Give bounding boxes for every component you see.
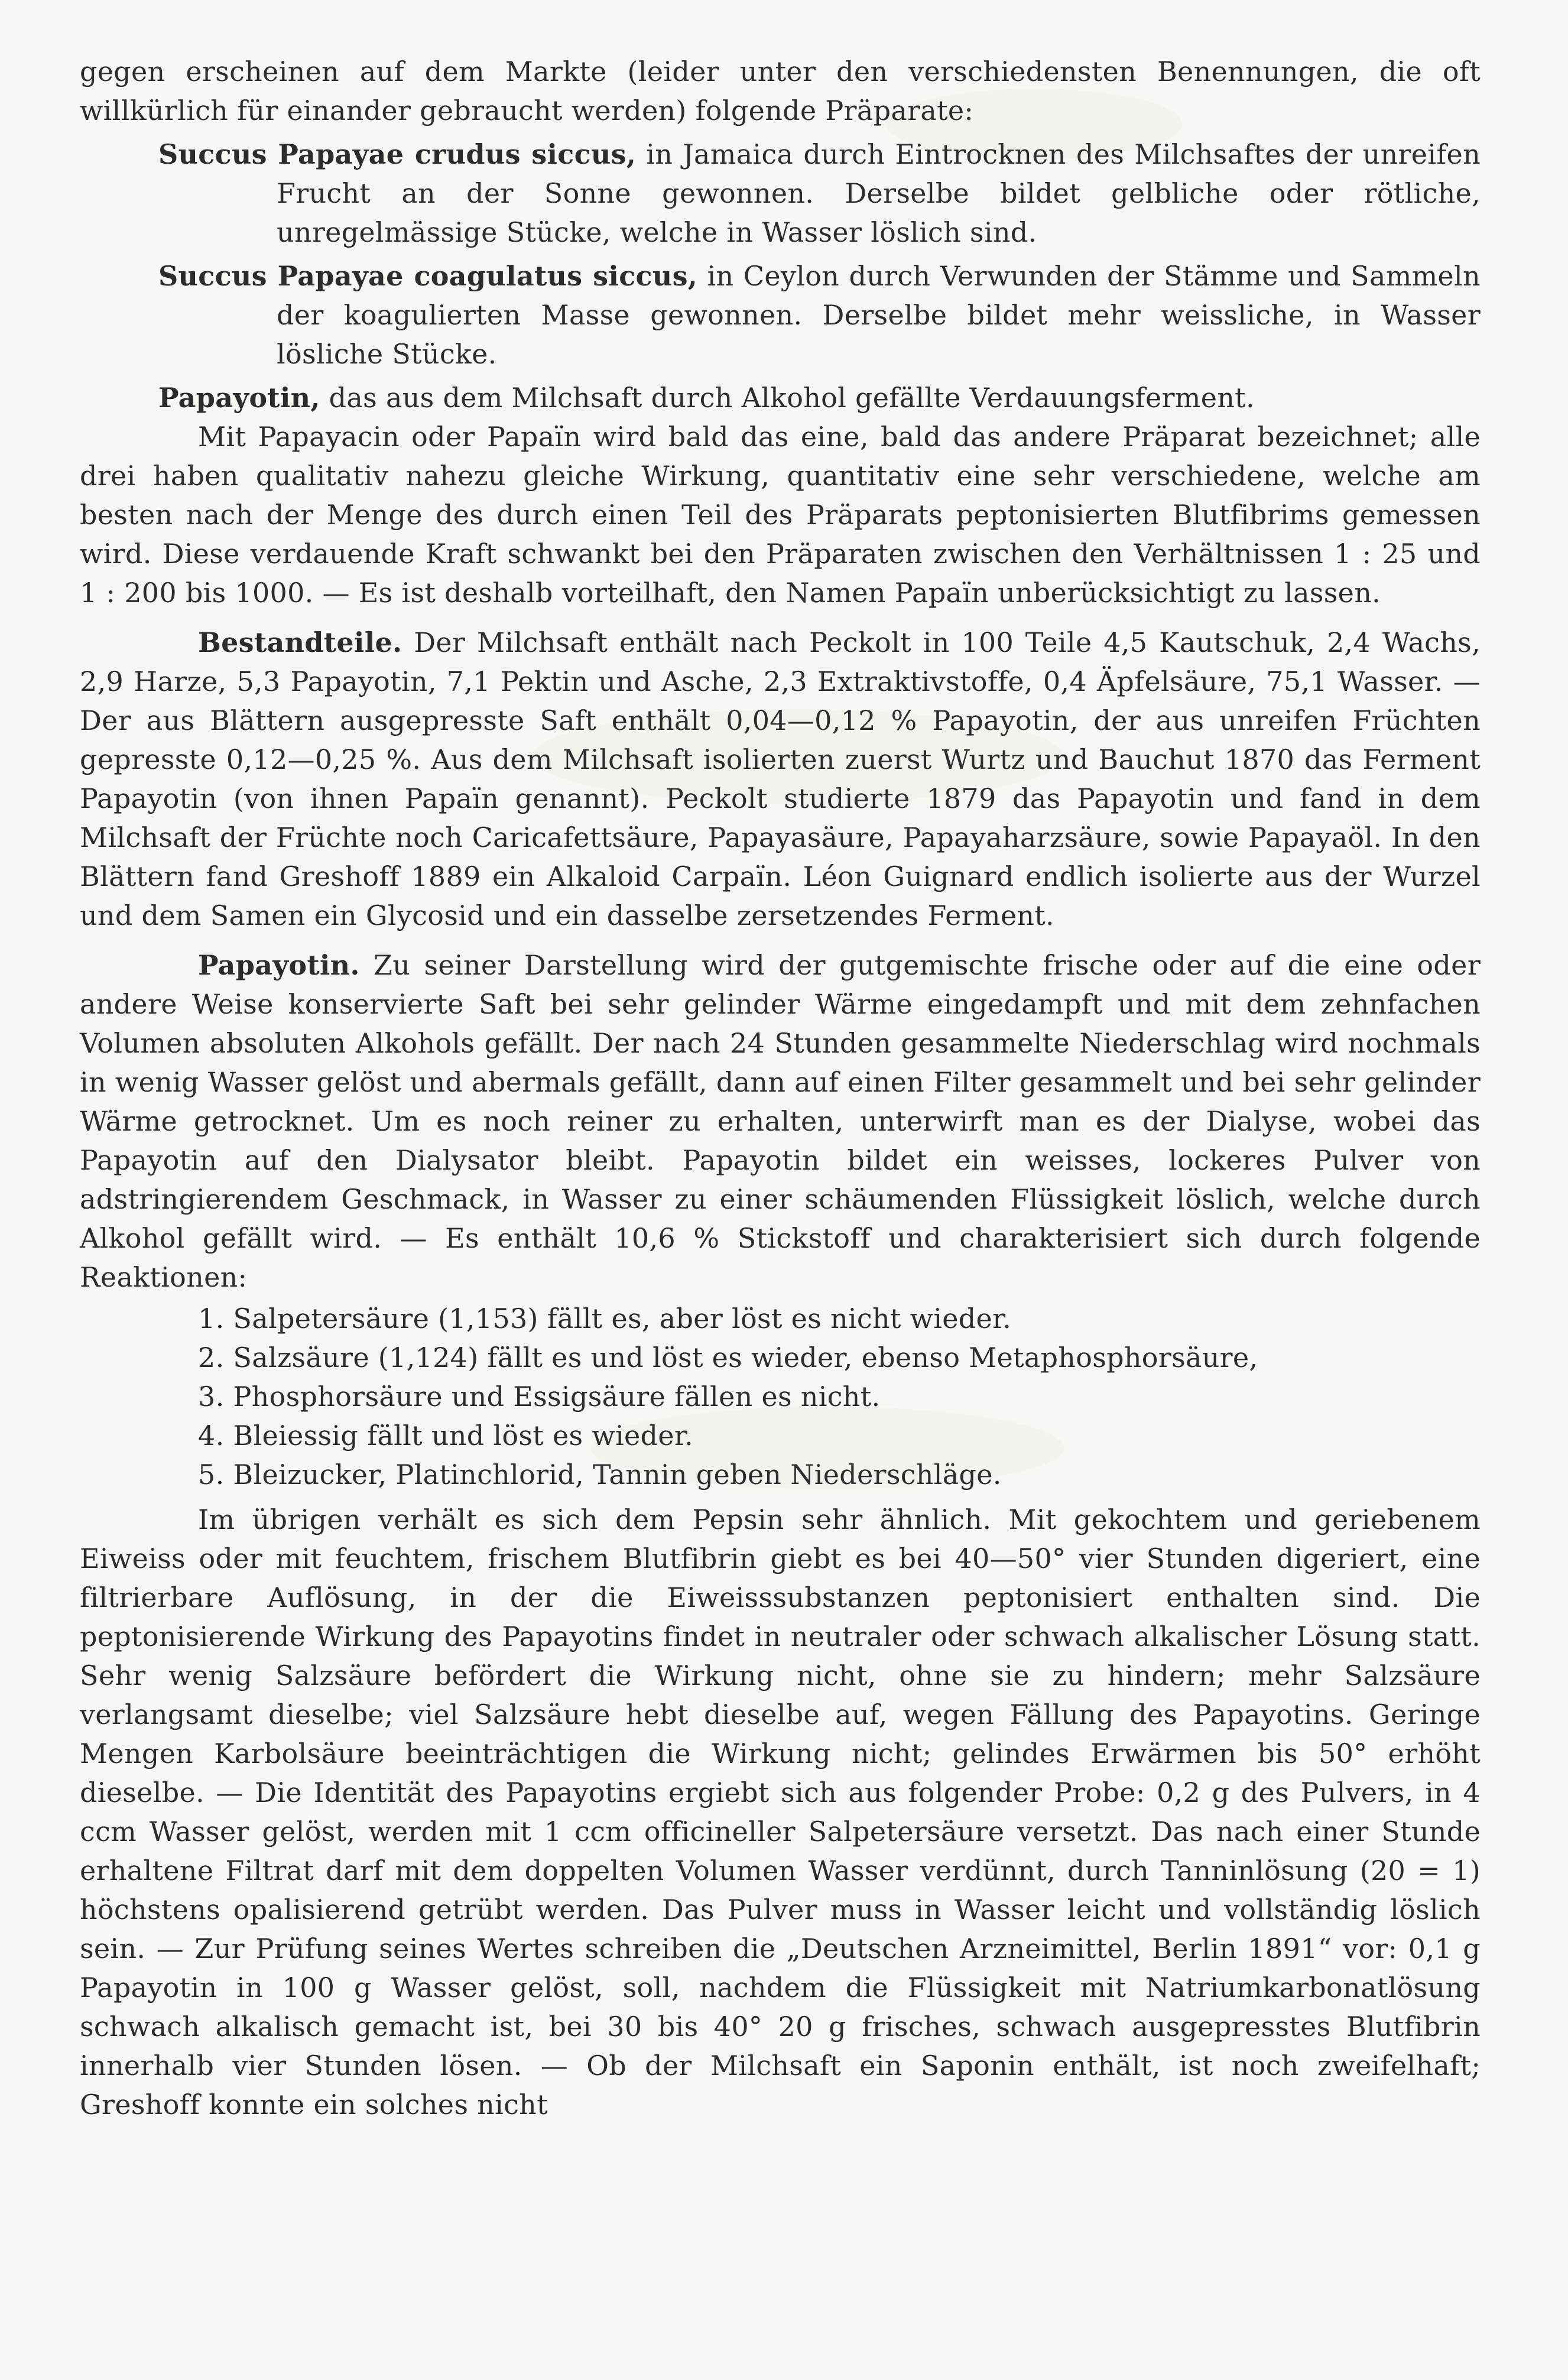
section-heading: Bestandteile.: [198, 626, 402, 658]
list-item: 2. Salzsäure (1,124) fällt es und löst es wieder, ebenso Metaphosphorsäure,: [198, 1342, 1258, 1374]
preparation-text: in Jamaica durch Eintrocknen des Milchsaftes der unreifen Frucht an der Sonne gewonnen. Derselbe bildet gelbliche oder rötliche, unregelmässige Stücke, welche in Wasser löslich sind.: [277, 138, 1481, 248]
list-item: 5. Bleizucker, Platinchlorid, Tannin geben Niederschläge.: [198, 1459, 1002, 1491]
preparation-item-coagulatus: [80, 256, 1481, 374]
section-text: Zu seiner Darstellung wird der gutgemischte frische oder auf die eine oder andere Weise konservierte Saft bei sehr gelinder Wärme eingedampft und mit dem zehnfachen Volumen absoluten Alkohols gefällt. Der nach 24 Stunden gesammelte Niederschlag wird nochmals in wenig Wasser gelöst und abermals gefällt, dann auf einen Filter gesammelt und bei sehr gelinder Wärme getrocknet. Um es noch reiner zu erhalten, unterwirft man es der Dialyse, wobei das Papayotin auf den Dialysator bleibt. Papayotin bildet ein weisses, lockeres Pulver von adstringierendem Geschmack, in Wasser zu einer schäumenden Flüssigkeit löslich, welche durch Alkohol gefällt wird. — Es enthält 10,6 % Stickstoff und charakterisiert sich durch folgende Reaktionen:: [80, 949, 1481, 1293]
preparation-name: Papayotin,: [158, 382, 320, 414]
list-item: 1. Salpetersäure (1,153) fällt es, aber löst es nicht wieder.: [198, 1303, 1012, 1335]
papayotin-paragraph: [80, 946, 1481, 1297]
bestandteile-paragraph: [80, 623, 1481, 935]
preparation-item-crudus: [80, 135, 1481, 252]
preparation-name: Succus Papayae coagulatus siccus,: [158, 260, 698, 292]
section-heading: Papayotin.: [198, 949, 360, 981]
preparation-text: das aus dem Milchsaft durch Alkohol gefällte Verdauungsferment.: [329, 382, 1255, 414]
list-item: 3. Phosphorsäure und Essigsäure fällen es nicht.: [198, 1381, 881, 1413]
preparation-name: Succus Papayae crudus siccus,: [158, 138, 637, 170]
preparation-text: in Ceylon durch Verwunden der Stämme und Sammeln der koagulierten Masse gewonnen. Derselbe bildet mehr weissliche, in Wasser lösliche Stücke.: [277, 260, 1481, 370]
papain-note-paragraph: Mit Papayacin oder Papaïn wird bald das eine, bald das andere Präparat bezeichnet; alle drei haben qualitativ nahezu gleiche Wirkung, quantitativ eine sehr verschiedene, welche am besten nach der Menge des durch einen Teil des Präparats peptonisierten Blutfibrims gemessen wird. Diese verdauende Kraft schwankt bei den Präparaten zwischen den Verhältnissen 1 : 25 und 1 : 200 bis 1000. — Es ist deshalb vorteilhaft, den Namen Papaïn unberücksichtigt zu lassen.: [80, 421, 1481, 609]
reactions-list: [80, 1299, 1481, 1494]
intro-paragraph: gegen erscheinen auf dem Markte (leider unter den verschiedensten Benennungen, die oft willkürlich für einander gebraucht werden) folgende Präparate:: [80, 56, 1481, 126]
preparation-item-papayotin: [80, 378, 1481, 417]
list-item: 4. Bleiessig fällt und löst es wieder.: [198, 1420, 693, 1452]
section-text: Der Milchsaft enthält nach Peckolt in 100 Teile 4,5 Kautschuk, 2,4 Wachs, 2,9 Harze, 5,3 Papayotin, 7,1 Pektin und Asche, 2,3 Extraktivstoffe, 0,4 Äpfelsäure, 75,1 Wasser. — Der aus Blättern ausgepresste Saft enthält 0,04—0,12 % Papayotin, der aus unreifen Früchten gepresste 0,12—0,25 %. Aus dem Milchsaft isolierten zuerst Wurtz und Bauchut 1870 das Ferment Papayotin (von ihnen Papaïn genannt). Peckolt studierte 1879 das Papayotin und fand in dem Milchsaft der Früchte noch Caricafettsäure, Papayasäure, Papayaharzsäure, sowie Papayaöl. In den Blättern fand Greshoff 1889 ein Alkaloid Carpaïn. Léon Guignard endlich isolierte aus der Wurzel und dem Samen ein Glycosid und ein dasselbe zersetzendes Ferment.: [80, 626, 1481, 931]
book-page: [80, 52, 1481, 2124]
closing-paragraph: Im übrigen verhält es sich dem Pepsin sehr ähnlich. Mit gekochtem und geriebenem Eiweiss oder mit feuchtem, frischem Blutfibrin giebt es bei 40—50° vier Stunden digeriert, eine filtrierbare Auflösung, in der die Eiweisssubstanzen peptonisiert enthalten sind. Die peptonisierende Wirkung des Papayotins findet in neutraler oder schwach alkalischer Lösung statt. Sehr wenig Salzsäure befördert die Wirkung nicht, ohne sie zu hindern; mehr Salzsäure verlangsamt dieselbe; viel Salzsäure hebt dieselbe auf, wegen Fällung des Papayotins. Geringe Mengen Karbolsäure beeinträchtigen die Wirkung nicht; gelindes Erwärmen bis 50° erhöht dieselbe. — Die Identität des Papayotins ergiebt sich aus folgender Probe: 0,2 g des Pulvers, in 4 ccm Wasser gelöst, werden mit 1 ccm officineller Salpetersäure versetzt. Das nach einer Stunde erhaltene Filtrat darf mit dem doppelten Volumen Wasser verdünnt, durch Tanninlösung (20 = 1) höchstens opalisierend getrübt werden. Das Pulver muss in Wasser leicht und vollständig löslich sein. — Zur Prüfung seines Wertes schreiben die „Deutschen Arzneimittel, Berlin 1891“ vor: 0,1 g Papayotin in 100 g Wasser gelöst, soll, nachdem die Flüssigkeit mit Natriumkarbonatlösung schwach alkalisch gemacht ist, bei 30 bis 40° 20 g frisches, schwach ausgepresstes Blutfibrin innerhalb vier Stunden lösen. — Ob der Milchsaft ein Saponin enthält, ist noch zweifelhaft; Greshoff konnte ein solches nicht: [80, 1504, 1481, 2121]
